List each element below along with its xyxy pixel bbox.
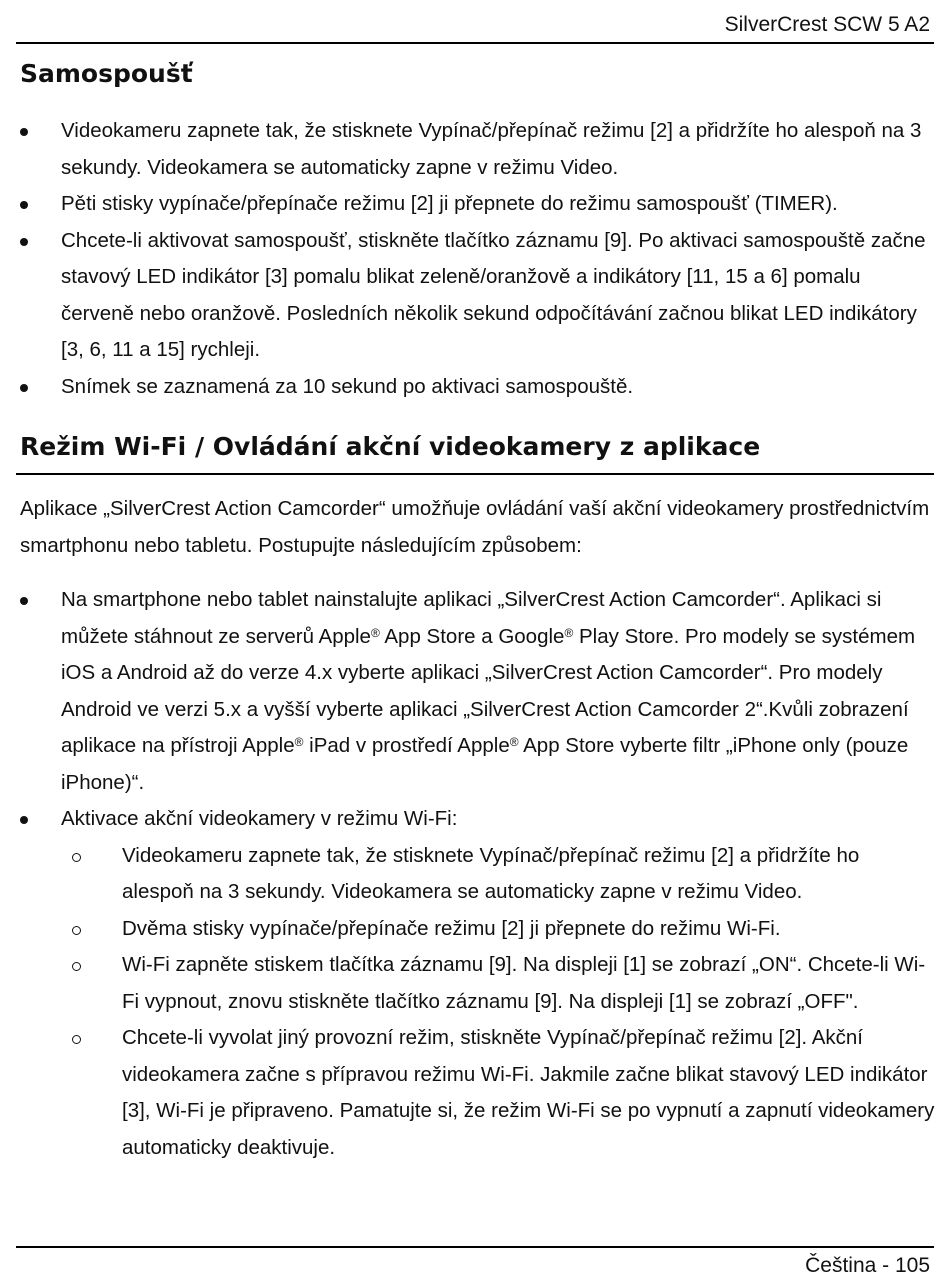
header-title: SilverCrest SCW 5 A2	[724, 13, 930, 36]
list-item	[20, 369, 935, 406]
bullet-icon	[20, 384, 28, 392]
sub-list-item	[20, 1020, 935, 1166]
circle-bullet-icon	[72, 1035, 81, 1044]
list-item	[20, 113, 935, 186]
bullet-icon	[20, 816, 28, 824]
circle-bullet-icon	[72, 962, 81, 971]
section-heading-wifi: Režim Wi-Fi / Ovládání akční videokamery z aplikace	[20, 432, 761, 461]
bullet-icon	[20, 597, 28, 605]
registered-mark: ®	[509, 735, 519, 750]
list-item-text: Aktivace akční videokamery v režimu Wi-Fi:	[61, 807, 458, 830]
sub-list-item-text: Wi-Fi zapněte stiskem tlačítka záznamu [9]. Na displeji [1] se zobrazí „ON“. Chcete-li Wi-Fi vypnout, znovu stiskněte tlačítko záznamu [9]. Na displeji [1] se zobrazí „OFF".	[122, 953, 926, 1013]
registered-mark: ®	[294, 735, 304, 750]
bullet-icon	[20, 128, 28, 136]
sub-list-item-text: Dvěma stisky vypínače/přepínače režimu [2] ji přepnete do režimu Wi-Fi.	[122, 916, 781, 940]
list-item	[20, 582, 935, 801]
sub-list-item-text: Videokameru zapnete tak, že stisknete Vypínač/přepínač režimu [2] a přidržíte ho alespoň na 3 sekundy. Videokamera se automaticky zapne v režimu Video.	[122, 843, 860, 903]
list-item-text: Pěti stisky vypínače/přepínače režimu [2] ji přepnete do režimu samospoušť (TIMER).	[61, 192, 838, 215]
list-item-text: Snímek se zaznamená za 10 sekund po aktivaci samospouště.	[61, 374, 634, 398]
footer-rule	[16, 1246, 934, 1248]
section-rule	[16, 473, 934, 475]
section-heading-self-timer: Samospoušť	[20, 59, 193, 88]
list-item	[20, 801, 935, 1166]
wifi-intro-paragraph: Aplikace „SilverCrest Action Camcorder“ umožňuje ovládání vaší akční videokamery prostřednictvím smartphonu nebo tabletu. Postupujte následujícím způsobem:	[20, 497, 930, 557]
list-item-text: Chcete-li aktivovat samospoušť, stiskněte tlačítko záznamu [9]. Po aktivaci samospouště začne stavový LED indikátor [3] pomalu blikat zeleně/oranžově a indikátory [11, 15 a 6] pomalu červeně nebo oranžově. Posledních několik sekund odpočítávání začnou blikat LED indikátory [3, 6, 11 a 15] rychleji.	[61, 228, 926, 361]
sub-list-item-text: Chcete-li vyvolat jiný provozní režim, stiskněte Vypínač/přepínač režimu [2]. Akční videokamera začne s přípravou režimu Wi-Fi. Jakmile začne blikat stavový LED indikátor [3], Wi-Fi je připraveno. Pamatujte si, že režim Wi-Fi se po vypnutí a zapnutí videokamery automaticky deaktivuje.	[122, 1026, 935, 1159]
registered-mark: ®	[370, 625, 380, 640]
sub-list-item	[20, 838, 935, 911]
bullet-icon	[20, 238, 28, 246]
wifi-list	[20, 582, 935, 1166]
page-number: Čeština - 105	[805, 1254, 930, 1277]
circle-bullet-icon	[72, 926, 81, 935]
self-timer-list	[20, 113, 935, 405]
sub-list-item	[20, 911, 935, 948]
list-item-text: Videokameru zapnete tak, že stisknete Vypínač/přepínač režimu [2] a přidržíte ho alespoň na 3 sekundy. Videokamera se automaticky zapne v režimu Video.	[61, 119, 922, 179]
registered-mark: ®	[564, 625, 574, 640]
sub-list-item	[20, 947, 935, 1020]
header-rule	[16, 42, 934, 44]
circle-bullet-icon	[72, 853, 81, 862]
list-item-text: Na smartphone nebo tablet nainstalujte aplikaci „SilverCrest Action Camcorder“. Aplikaci si můžete stáhnout ze serverů Apple® App Store a Google® Play Store. Pro modely se systémem iOS a Android až do verze 4.x vyberte aplikaci „SilverCrest Action Camcorder“. Pro modely Android ve verzi 5.x a vyšší vyberte aplikaci „SilverCrest Action Camcorder 2“.Kvůli zobrazení aplikace na přístroji Apple® iPad v prostředí Apple® App Store vyberte filtr „iPhone only (pouze iPhone)“.	[61, 588, 916, 794]
bullet-icon	[20, 201, 28, 209]
list-item	[20, 223, 935, 369]
list-item	[20, 186, 935, 223]
wifi-steps-sublist	[61, 838, 935, 1167]
